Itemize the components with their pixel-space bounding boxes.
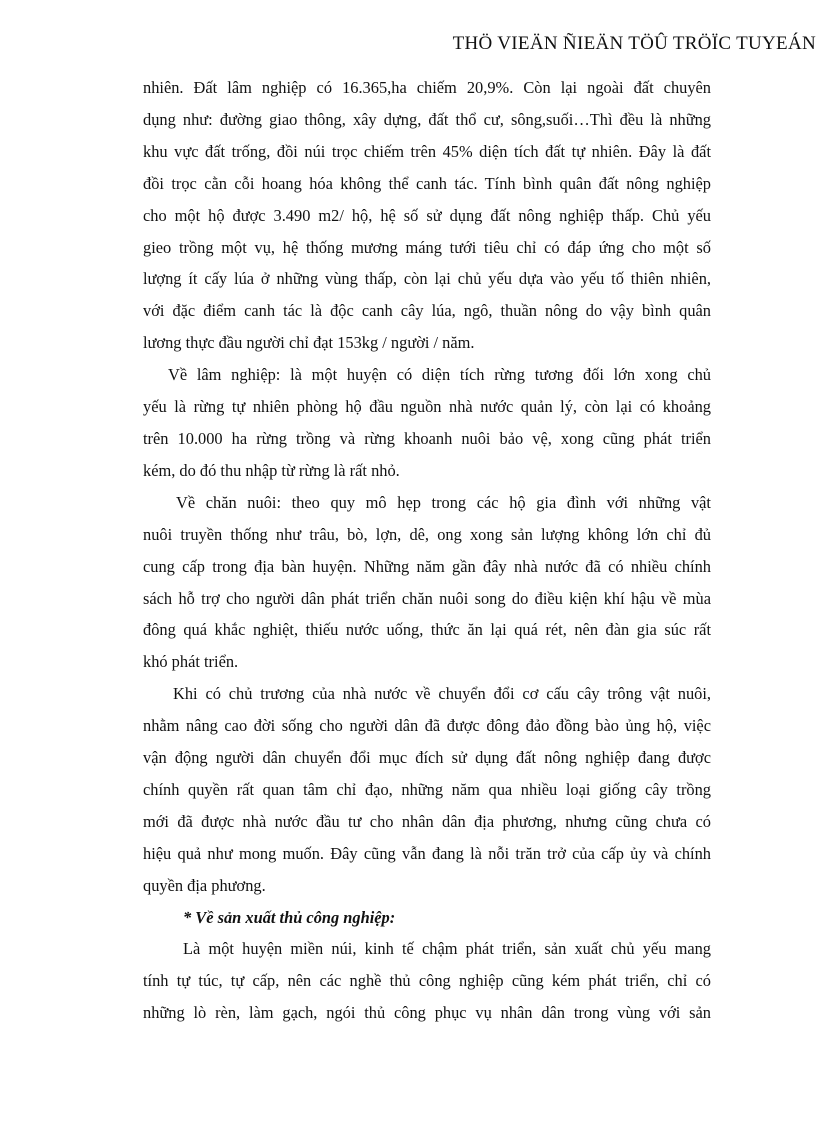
text-line: gieo trồng một vụ, hệ thống mương máng tưới tiêu chỉ có đáp ứng cho một số — [143, 237, 711, 257]
text-line: lương thực đầu người chỉ đạt 153kg / người / năm. — [143, 333, 475, 353]
text-line: Là một huyện miền núi, kinh tế chậm phát triển, sản xuất chủ yếu mang — [183, 939, 711, 959]
paragraph-livestock — [143, 487, 711, 678]
text-line: lượng ít cấy lúa ở những vùng thấp, còn lại chủ yếu dựa vào yếu tố thiên nhiên, — [143, 269, 711, 289]
text-line: quyền địa phương. — [143, 875, 266, 895]
text-line: Khi có chủ trương của nhà nước về chuyển đổi cơ cấu cây trông vật nuôi, — [173, 684, 711, 704]
text-line: cung cấp trong địa bàn huyện. Những năm gần đây nhà nước đã có nhiều chính — [143, 556, 711, 576]
page-header: THÖ VIEÄN ÑIEÄN TÖÛ TRÖÏC TUYEÁN — [452, 33, 816, 54]
text-line: vận động người dân chuyển đổi mục đích sử dụng đất nông nghiệp đang được — [143, 748, 711, 768]
section-heading: * Về sản xuất thủ công nghiệp: — [183, 907, 396, 927]
text-line: khó phát triển. — [143, 652, 239, 672]
paragraph-handicraft — [143, 933, 711, 1029]
text-line: những lò rèn, làm gạch, ngói thủ công phục vụ nhân dân trong vùng với sản — [143, 1003, 711, 1023]
text-line: tính tự túc, tự cấp, nên các nghề thủ công nghiệp cũng kém phát triển, chỉ có — [143, 971, 711, 991]
text-line: kém, do đó thu nhập từ rừng là rất nhỏ. — [143, 460, 400, 480]
paragraph-land-use — [143, 72, 711, 359]
text-line: chính quyền rất quan tâm chỉ đạo, những năm qua nhiều loại giống cây trồng — [143, 779, 711, 799]
text-line: hiệu quả như mong muốn. Đây cũng vẫn đang là nỗi trăn trở của cấp ủy và chính — [143, 843, 711, 863]
text-line: với đặc điểm canh tác là độc canh cây lúa, ngô, thuần nông do vậy bình quân — [143, 301, 711, 321]
document-body — [143, 72, 711, 1029]
text-line: nhằm nâng cao đời sống cho người dân đã được đông đảo đồng bào ủng hộ, việc — [143, 716, 711, 736]
text-line: sách hỗ trợ cho người dân phát triển chăn nuôi song do điều kiện khí hậu về mùa — [143, 588, 711, 608]
paragraph-forestry — [143, 359, 711, 487]
text-line: đông quá khắc nghiệt, thiếu nước uống, thức ăn lại quá rét, nên đàn gia súc rất — [143, 620, 711, 640]
text-line: yếu là rừng tự nhiên phòng hộ đầu nguồn nhà nước quản lý, còn lại có khoảng — [143, 397, 711, 417]
text-line: dụng như: đường giao thông, xây dựng, đất thổ cư, sông,suối…Thì đều là những — [143, 109, 711, 129]
text-line: khu vực đất trống, đồi núi trọc chiếm trên 45% diện tích đất tự nhiên. Đây là đất — [143, 141, 711, 161]
text-line: Về chăn nuôi: theo quy mô hẹp trong các hộ gia đình với những vật — [176, 492, 711, 512]
text-line: Về lâm nghiệp: là một huyện có diện tích rừng tương đối lớn xong chủ — [168, 365, 711, 385]
paragraph-restructuring — [143, 678, 711, 901]
text-line: mới đã được nhà nước đầu tư cho nhân dân địa phương, nhưng cũng chưa có — [143, 811, 711, 831]
text-line: cho một hộ được 3.490 m2/ hộ, hệ số sử dụng đất nông nghiệp thấp. Chủ yếu — [143, 205, 711, 225]
text-line: nhiên. Đất lâm nghiệp có 16.365,ha chiếm 20,9%. Còn lại ngoài đất chuyên — [143, 78, 711, 97]
text-line: trên 10.000 ha rừng trồng và rừng khoanh nuôi bảo vệ, xong cũng phát triển — [143, 428, 711, 448]
text-line: đồi trọc cằn cỗi hoang hóa không thể canh tác. Tính bình quân đất nông nghiệp — [143, 173, 711, 193]
text-line: nuôi truyền thống như trâu, bò, lợn, dê, ong xong sản lượng không lớn chỉ đủ — [143, 524, 711, 544]
